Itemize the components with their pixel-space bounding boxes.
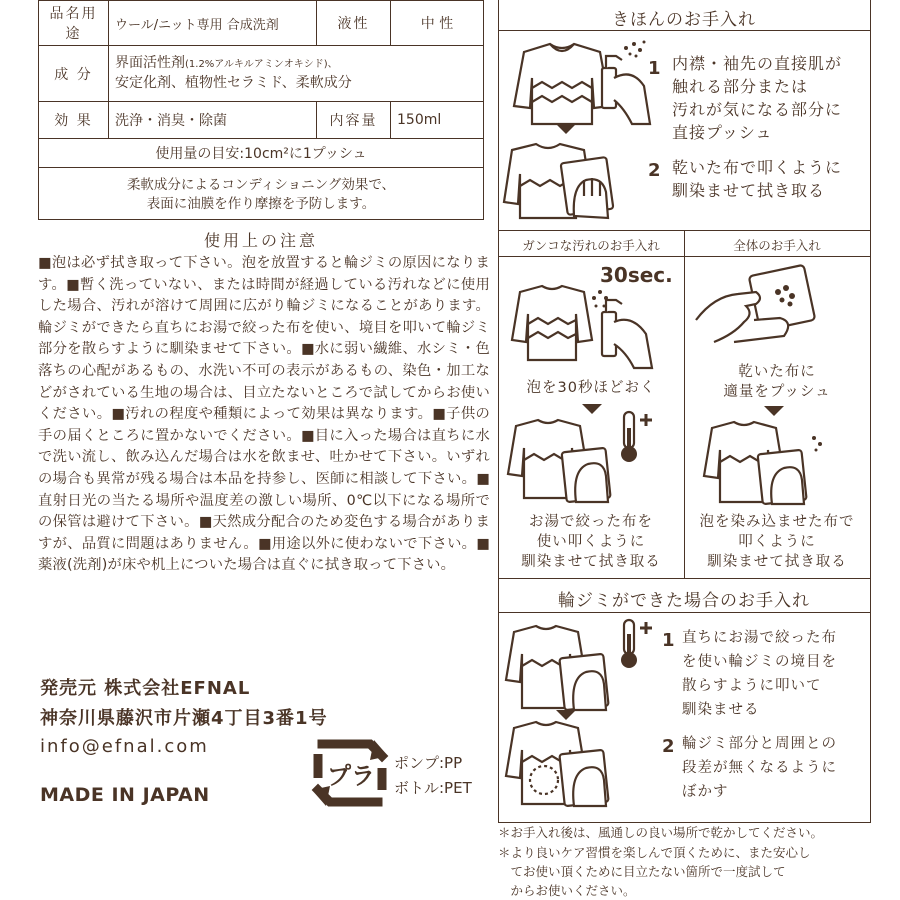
company-email: info@efnal.com (40, 736, 209, 757)
ingredients-line1a: 界面活性剤 (115, 55, 185, 71)
ring-step2-number: 2 (662, 736, 675, 757)
whole-caption2 (684, 512, 870, 572)
basic-step2-line: 乾いた布で叩くように (672, 158, 843, 177)
company-address: 神奈川県藤沢市片瀬4丁目3番1号 (40, 708, 328, 729)
made-in-label: MADE IN JAPAN (40, 784, 210, 806)
ring-step2-line: 輪ジミ部分と周囲との (682, 736, 837, 752)
stubborn-spray-illustration (506, 278, 666, 370)
basic-step1-line: 内襟・袖先の直接肌が (672, 54, 843, 73)
caution-title: 使用上の注意 (203, 231, 318, 250)
ring-step1-text (682, 626, 837, 722)
stubborn-wipe-illustration (506, 412, 676, 504)
ring-step1-number: 1 (662, 630, 675, 651)
whole-spray-cloth-illustration (694, 262, 864, 352)
caution-text: ■泡は必ず拭き取って下さい。泡を放置すると輪ジミの原因になります。■暫く洗っていない、または時間が経過している汚れなどに使用した場合、汚れが溶けて周囲に広がり輪ジミになることがあります。輪ジミができたら直ちにお湯で絞った布を使い、境目を叩いて輪ジミ部分を散らすように馴染ませて下さい。■水に弱い繊維、水シミ・色落ちの心配があるもの、水洗い不可の表示があるもの、染色・加工などがされている生地の場合は、目立たないところで試してからお使いください。■汚れの程度や種類によって効果は異なります。■子供の手の届くところに置かないでください。■目に入った場合は直ちに水で洗い流し、飲み込んだ場合は水を飲ませ、吐かせて下さい。いずれの場合も異常が残る場合は本品を持参し、医師に相談して下さい。■直射日光の当たる場所や温度差の激しい場所、0℃以下になる場所での保管は避けて下さい。■天然成分配合のため変色する場合がありますが、品質に問題はありません。■用途以外に使わないで下さい。■薬液(洗剤)が床や机上についた場合は直ぐに拭き取って下さい。 (38, 255, 490, 574)
footnote-1: ＊お手入れ後は、風通しの良い場所で乾かしてください。 (498, 825, 824, 840)
plastic-recycle-icon (312, 738, 390, 808)
footnote-line: てお使い頂くために目立たない箇所で一度試して (498, 864, 786, 879)
basic-step2-line: 馴染ませて拭き取る (672, 181, 826, 200)
footnote-line: ＊より良いケア習慣を楽しんで頂くために、また安心し (498, 845, 811, 860)
usage-label: 品名用途 (39, 1, 109, 46)
caption-line: 乾いた布に (738, 364, 816, 380)
ingredients-line1b: (1.2%アルキルアミンオキシド)、 (185, 59, 338, 70)
ingredients-value (109, 46, 484, 102)
caption-line: 馴染ませて拭き取る (707, 554, 847, 570)
whole-caption1 (684, 362, 870, 402)
left-column (38, 0, 490, 900)
usage-guide: 使用量の目安:10cm²に1プッシュ (39, 139, 484, 168)
seller-name: 発売元 株式会社EFNAL (40, 678, 251, 699)
caption-line: 泡を染み込ませた布で (699, 514, 855, 530)
right-column (498, 0, 870, 900)
thermometer-icon (621, 412, 652, 462)
wipe-sweater-illustration (502, 140, 652, 220)
effect-value: 洗浄・消臭・除菌 (109, 102, 317, 139)
divider (498, 578, 870, 579)
basic-step1-line: 汚れが気になる部分に (672, 100, 843, 119)
ingredients-line2: 安定化剤、植物性セラミド、柔軟成分 (115, 75, 352, 91)
basic-step2-number: 2 (648, 160, 661, 181)
thermometer-icon (621, 620, 652, 668)
liquid-value: 中 性 (391, 1, 484, 46)
bottle-material: ボトル:PET (394, 779, 472, 797)
softener-line2: 表面に油膜を作り摩擦を予防します。 (146, 196, 376, 212)
effect-label: 効 果 (39, 102, 109, 139)
down-arrow-icon (556, 124, 576, 134)
caption-line: 適量をプッシュ (723, 384, 831, 400)
ring-step1-line: を使い輪ジミの境目を (682, 654, 837, 670)
stubborn-caption1: 泡を30秒ほどおく (526, 380, 656, 396)
ring-step2-text (682, 732, 837, 804)
basic-step1-line: 直接プッシュ (672, 123, 773, 142)
wait-time-label: 30sec. (600, 263, 673, 287)
stubborn-caption2 (498, 512, 684, 572)
foam-icon (812, 436, 822, 452)
caption-line: 叩くように (738, 534, 816, 550)
basic-step1-text (672, 52, 842, 144)
ring-blur-illustration (504, 718, 654, 808)
usage-value: ウール/ニット専用 合成洗剤 (109, 1, 317, 46)
divider (498, 30, 870, 31)
ring-step2-line: 段差が無くなるように (682, 760, 837, 776)
spec-table (38, 0, 484, 220)
volume-value: 150ml (391, 102, 484, 139)
ring-step1-line: 散らすように叩いて (682, 678, 822, 694)
basic-step1-line: 触れる部分または (672, 77, 809, 96)
softener-description (39, 168, 484, 220)
down-arrow-icon (764, 406, 784, 416)
whole-care-title: 全体のお手入れ (733, 238, 821, 253)
spray-sweater-illustration (502, 38, 652, 128)
volume-label: 内容量 (317, 102, 391, 139)
column-border-right (870, 0, 871, 823)
whole-wipe-illustration (702, 418, 852, 506)
caption-line: 馴染ませて拭き取る (521, 554, 661, 570)
recycle-mark-text: プラ (327, 762, 375, 790)
footnote-line: からお使いください。 (498, 883, 636, 898)
ingredients-label: 成 分 (39, 46, 109, 102)
ring-step1-line: 馴染ませる (682, 702, 760, 718)
caption-line: お湯で絞った布を (529, 514, 653, 530)
basic-step1-number: 1 (648, 58, 661, 79)
divider (498, 612, 870, 613)
pump-material: ポンプ:PP (394, 754, 463, 772)
ring-wipe-illustration (504, 620, 664, 714)
ring-step1-line: 直ちにお湯で絞った布 (682, 630, 837, 646)
basic-step2-text (672, 156, 842, 202)
basic-care-title: きほんのお手入れ (612, 10, 756, 30)
column-divider (498, 0, 499, 823)
stubborn-care-title: ガンコな汚れのお手入れ (522, 238, 660, 253)
ring-stain-title: 輪ジミができた場合のお手入れ (558, 591, 810, 611)
ring-step2-line: ぼかす (682, 784, 729, 800)
liquid-label: 液性 (317, 1, 391, 46)
softener-line1: 柔軟成分によるコンディショニング効果で、 (126, 177, 396, 193)
footnote-2 (498, 843, 811, 900)
spray-mist-icon (624, 41, 646, 58)
caption-line: 使い叩くように (536, 534, 646, 550)
